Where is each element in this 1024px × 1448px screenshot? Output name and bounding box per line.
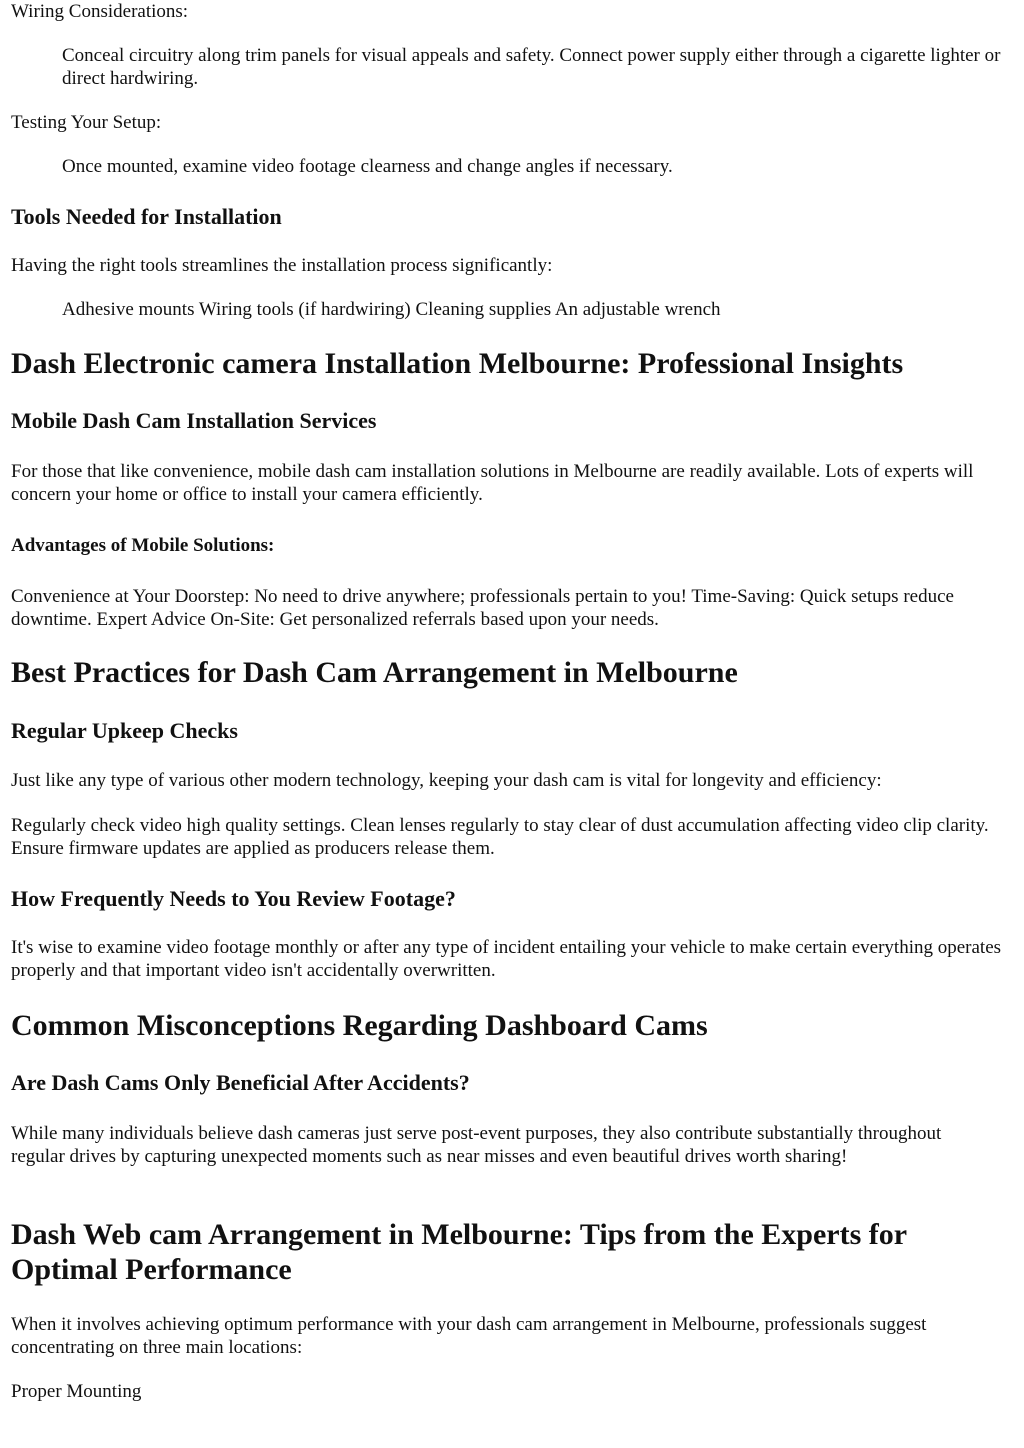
accidents-text: While many individuals believe dash cameras just serve post-event purposes, they also contribute substantially throughout regular drives by capturing unexpected moments such as near misses and even beautiful drives worth sharing! <box>11 1123 942 1167</box>
upkeep-intro: Just like any type of various other modern technology, keeping your dash cam is vital for longevity and efficiency: <box>11 770 882 791</box>
wiring-label: Wiring Considerations: <box>11 1 189 22</box>
tools-list: Adhesive mounts Wiring tools (if hardwiring) Cleaning supplies An adjustable wrench <box>62 299 721 320</box>
mounting-label: Proper Mounting <box>11 1381 142 1402</box>
review-heading: How Frequently Needs to You Review Footage? <box>11 886 456 911</box>
misconceptions-heading: Common Misconceptions Regarding Dashboard Cams <box>11 1009 708 1042</box>
upkeep-text: Regularly check video high quality settings. Clean lenses regularly to stay clear of dust accumulation affecting video clip clarity. Ensure firmware updates are applied as producers release them. <box>11 815 989 859</box>
insights-heading: Dash Electronic camera Installation Melbourne: Professional Insights <box>11 347 904 380</box>
wiring-text: Conceal circuitry along trim panels for visual appeals and safety. Connect power supply either through a cigarette lighter or direct hardwiring. <box>62 45 1001 89</box>
testing-text: Once mounted, examine video footage clearness and change angles if necessary. <box>62 156 673 177</box>
tips-text: When it involves achieving optimum performance with your dash cam arrangement in Melbourne, professionals suggest concentrating on three main locations: <box>11 1314 927 1358</box>
tools-intro: Having the right tools streamlines the installation process significantly: <box>11 255 553 276</box>
mobile-text: For those that like convenience, mobile dash cam installation solutions in Melbourne are readily available. Lots of experts will concern your home or office to install your camera efficiently. <box>11 461 974 505</box>
advantages-heading: Advantages of Mobile Solutions: <box>11 535 275 556</box>
advantages-text: Convenience at Your Doorstep: No need to drive anywhere; professionals pertain to you! Time-Saving: Quick setups reduce downtime. Expert Advice On-Site: Get personalized referrals based upon your needs. <box>11 586 954 630</box>
review-text: It's wise to examine video footage monthly or after any type of incident entailing your vehicle to make certain everything operates properly and that important video isn't accidentally overwritten. <box>11 937 1002 981</box>
mobile-heading: Mobile Dash Cam Installation Services <box>11 408 377 433</box>
testing-label: Testing Your Setup: <box>11 112 162 133</box>
tools-heading: Tools Needed for Installation <box>11 204 282 229</box>
accidents-heading: Are Dash Cams Only Beneficial After Accidents? <box>11 1070 470 1095</box>
tips-heading: Dash Web cam Arrangement in Melbourne: Tips from the Experts for Optimal Performance <box>11 1218 907 1286</box>
best-practices-heading: Best Practices for Dash Cam Arrangement in Melbourne <box>11 656 738 689</box>
upkeep-heading: Regular Upkeep Checks <box>11 718 238 743</box>
